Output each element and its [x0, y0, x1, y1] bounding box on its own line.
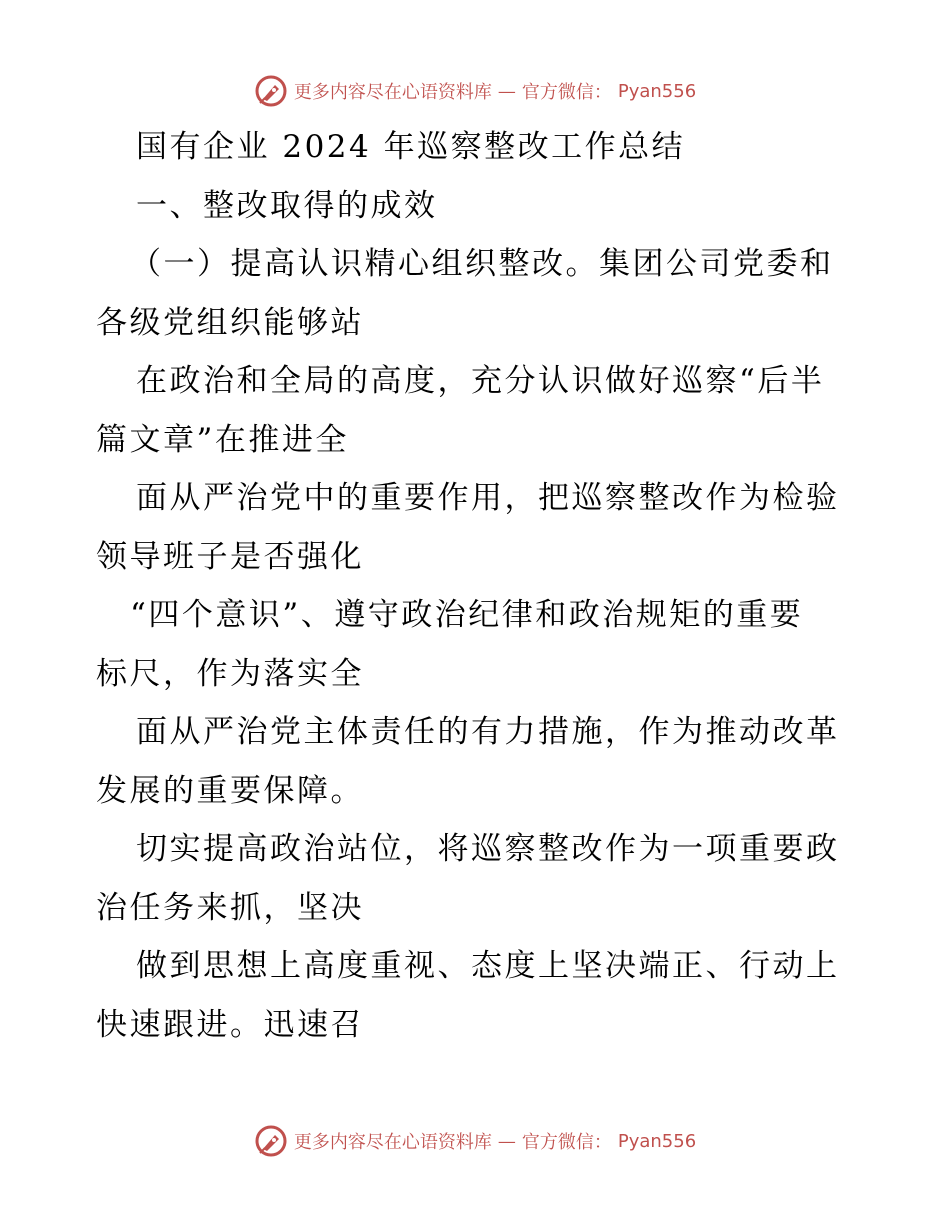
paragraph-line: 在政治和全局的高度，充分认识做好巡察“后半 — [136, 363, 825, 399]
banner-separator: — — [497, 1130, 516, 1152]
paragraph-line: 领导班子是否强化 — [96, 538, 364, 575]
paragraph-line: 快速跟进。迅速召 — [96, 1006, 364, 1043]
paragraph-line: 发展的重要保障。 — [96, 772, 364, 809]
section-heading: 一、整改取得的成效 — [136, 187, 438, 224]
pen-nib-logo-icon — [254, 1124, 288, 1158]
wechat-id: Pyan556 — [617, 80, 697, 102]
paragraph-line: （一）提高认识精心组织整改。集团公司党委和 — [130, 246, 834, 282]
paragraph-line: 面从严治党中的重要作用，把巡察整改作为检验 — [136, 480, 840, 516]
pen-nib-logo-icon — [254, 74, 288, 108]
paragraph-line: 面从严治党主体责任的有力措施，作为推动改革 — [136, 714, 840, 750]
wechat-id: Pyan556 — [617, 1130, 697, 1152]
paragraph — [96, 703, 856, 820]
document-title: 国有企业 2024 年巡察整改工作总结 — [136, 129, 686, 165]
paragraph — [96, 820, 856, 937]
footer-banner — [0, 1121, 950, 1161]
brand-text: 更多内容尽在心语资料库 — [293, 82, 492, 103]
paragraph-line: 各级党组织能够站 — [96, 304, 364, 341]
paragraph-line: “四个意识”、遵守政治纪律和政治规矩的重要 — [130, 597, 804, 633]
paragraph — [96, 352, 856, 469]
brand-text: 更多内容尽在心语资料库 — [293, 1132, 492, 1153]
paragraph — [96, 586, 856, 703]
paragraph-line: 治任务来抓，坚决 — [96, 889, 364, 926]
paragraph-line: 切实提高政治站位，将巡察整改作为一项重要政 — [136, 831, 840, 867]
paragraph-line: 标尺，作为落实全 — [96, 655, 364, 692]
wechat-label: 官方微信： — [521, 1132, 612, 1153]
paragraph — [96, 469, 856, 586]
header-banner — [0, 71, 950, 111]
paragraph — [96, 235, 856, 352]
banner-separator: — — [497, 80, 516, 102]
wechat-label: 官方微信： — [521, 82, 612, 103]
paragraph-line: 做到思想上高度重视、态度上坚决端正、行动上 — [136, 948, 840, 984]
paragraph-line: 篇文章”在推进全 — [96, 421, 349, 458]
document-body — [96, 118, 856, 1054]
paragraph — [96, 937, 856, 1054]
